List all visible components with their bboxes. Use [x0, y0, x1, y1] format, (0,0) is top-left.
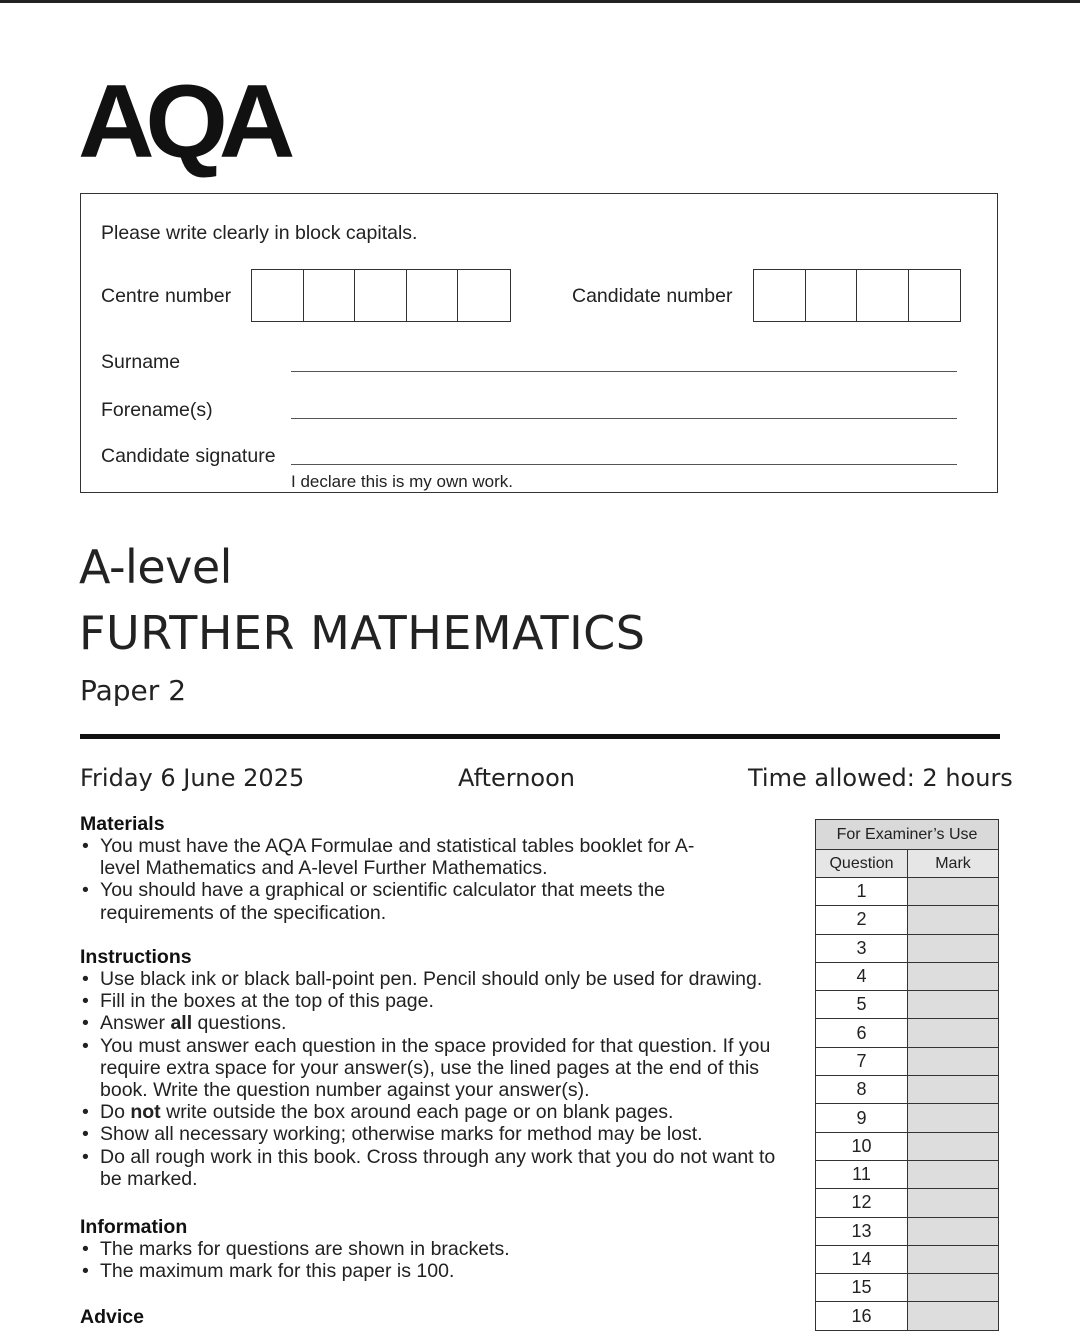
list-item-text: write outside the box around each page or on blank pages. — [160, 1101, 674, 1124]
mark-cell[interactable] — [908, 1217, 999, 1245]
forename-line[interactable] — [291, 418, 957, 419]
question-number-cell: 13 — [816, 1217, 908, 1245]
question-number-cell: 4 — [816, 962, 908, 990]
question-number-cell: 1 — [816, 878, 908, 906]
table-row — [816, 878, 999, 906]
question-number-cell: 2 — [816, 906, 908, 934]
list-item: • Use black ink or black ball-point pen. Pencil should only be used for drawing. — [80, 968, 802, 990]
candidate-digit-box[interactable] — [909, 270, 961, 321]
mark-cell[interactable] — [908, 1302, 999, 1330]
mark-cell[interactable] — [908, 906, 999, 934]
list-item: • The marks for questions are shown in brackets. — [80, 1238, 800, 1260]
examiner-table-body — [816, 878, 999, 1331]
advice-heading: Advice — [80, 1306, 144, 1328]
time-allowed: Time allowed: 2 hours — [748, 764, 1013, 792]
table-row — [816, 962, 999, 990]
mark-cell[interactable] — [908, 1019, 999, 1047]
question-number-cell: 11 — [816, 1160, 908, 1188]
top-rule — [0, 0, 1080, 3]
table-row — [816, 1189, 999, 1217]
list-item: • You must answer each question in the space provided for that question. If you require extra space for your answer(s), use the lined pages at the end of this book. Write the question number against your answer(s). — [80, 1035, 802, 1102]
list-item: • Fill in the boxes at the top of this page. — [80, 990, 802, 1012]
table-row — [816, 1217, 999, 1245]
instructions-heading: Instructions — [80, 946, 192, 968]
mark-cell[interactable] — [908, 962, 999, 990]
question-number-cell: 12 — [816, 1189, 908, 1217]
list-item: • The maximum mark for this paper is 100. — [80, 1260, 800, 1282]
list-item: • Show all necessary working; otherwise marks for method may be lost. — [80, 1123, 802, 1145]
question-number-cell: 8 — [816, 1076, 908, 1104]
question-number-cell: 9 — [816, 1104, 908, 1132]
centre-digit-box[interactable] — [407, 270, 459, 321]
question-number-cell: 7 — [816, 1047, 908, 1075]
list-item: • You must have the AQA Formulae and statistical tables booklet for A-level Mathematics and A-level Further Mathematics. — [80, 835, 720, 879]
table-row — [816, 1274, 999, 1302]
exam-session: Afternoon — [458, 764, 575, 792]
mark-cell[interactable] — [908, 1047, 999, 1075]
candidate-digit-box[interactable] — [857, 270, 909, 321]
centre-digit-box[interactable] — [458, 270, 510, 321]
subject-title: FURTHER MATHEMATICS — [79, 606, 646, 660]
list-item-text: Do — [100, 1101, 131, 1124]
surname-line[interactable] — [291, 371, 957, 372]
table-row — [816, 906, 999, 934]
centre-number-boxes[interactable] — [251, 269, 511, 322]
aqa-logo: AQA — [78, 64, 287, 180]
mark-column-header: Mark — [908, 850, 999, 878]
table-row — [816, 1245, 999, 1273]
table-row — [816, 1047, 999, 1075]
mark-cell[interactable] — [908, 878, 999, 906]
table-row — [816, 991, 999, 1019]
candidate-digit-box[interactable] — [806, 270, 858, 321]
qualification-level: A-level — [79, 540, 232, 594]
emphasis-text: all — [170, 1012, 193, 1035]
question-column-header: Question — [816, 850, 908, 878]
centre-digit-box[interactable] — [304, 270, 356, 321]
question-number-cell: 3 — [816, 934, 908, 962]
list-item — [80, 1012, 802, 1034]
examiner-use-table — [815, 819, 999, 1331]
mark-cell[interactable] — [908, 1245, 999, 1273]
table-row — [816, 1160, 999, 1188]
list-item: • You should have a graphical or scientific calculator that meets the requirements of the specification. — [80, 879, 720, 923]
signature-line[interactable] — [291, 464, 957, 465]
examiner-table-title: For Examiner’s Use — [816, 820, 999, 850]
question-number-cell: 5 — [816, 991, 908, 1019]
candidate-number-label: Candidate number — [572, 285, 733, 307]
table-row — [816, 1104, 999, 1132]
emphasis-text: not — [130, 1101, 161, 1124]
table-row — [816, 1132, 999, 1160]
mark-cell[interactable] — [908, 1076, 999, 1104]
mark-cell[interactable] — [908, 934, 999, 962]
centre-digit-box[interactable] — [252, 270, 304, 321]
mark-cell[interactable] — [908, 1160, 999, 1188]
mark-cell[interactable] — [908, 1132, 999, 1160]
table-row — [816, 1019, 999, 1047]
table-row — [816, 1076, 999, 1104]
question-number-cell: 15 — [816, 1274, 908, 1302]
surname-label: Surname — [101, 351, 181, 373]
table-row — [816, 934, 999, 962]
centre-digit-box[interactable] — [355, 270, 407, 321]
instructions-list — [80, 968, 802, 1190]
list-item-text: Answer — [100, 1012, 171, 1035]
mark-cell[interactable] — [908, 1189, 999, 1217]
table-row — [816, 1302, 999, 1330]
mark-cell[interactable] — [908, 1104, 999, 1132]
list-item: • Do all rough work in this book. Cross through any work that you do not want to be marked. — [80, 1146, 802, 1190]
question-number-cell: 16 — [816, 1302, 908, 1330]
candidate-digit-box[interactable] — [754, 270, 806, 321]
materials-list — [80, 835, 720, 924]
candidate-details-box — [80, 193, 998, 493]
materials-heading: Materials — [80, 813, 165, 835]
question-number-cell: 14 — [816, 1245, 908, 1273]
declaration-text: I declare this is my own work. — [291, 472, 514, 491]
question-number-cell: 10 — [816, 1132, 908, 1160]
mark-cell[interactable] — [908, 1274, 999, 1302]
mark-cell[interactable] — [908, 991, 999, 1019]
centre-number-label: Centre number — [101, 285, 232, 307]
paper-number: Paper 2 — [80, 674, 187, 707]
signature-label: Candidate signature — [101, 445, 276, 467]
candidate-number-boxes[interactable] — [753, 269, 961, 322]
information-heading: Information — [80, 1216, 188, 1238]
list-item-text: questions. — [192, 1012, 287, 1035]
question-number-cell: 6 — [816, 1019, 908, 1047]
block-capitals-instruction: Please write clearly in block capitals. — [101, 222, 418, 244]
title-divider — [80, 734, 1000, 739]
exam-date: Friday 6 June 2025 — [80, 764, 305, 792]
forename-label: Forename(s) — [101, 399, 213, 421]
information-list — [80, 1238, 800, 1282]
list-item — [80, 1101, 802, 1123]
